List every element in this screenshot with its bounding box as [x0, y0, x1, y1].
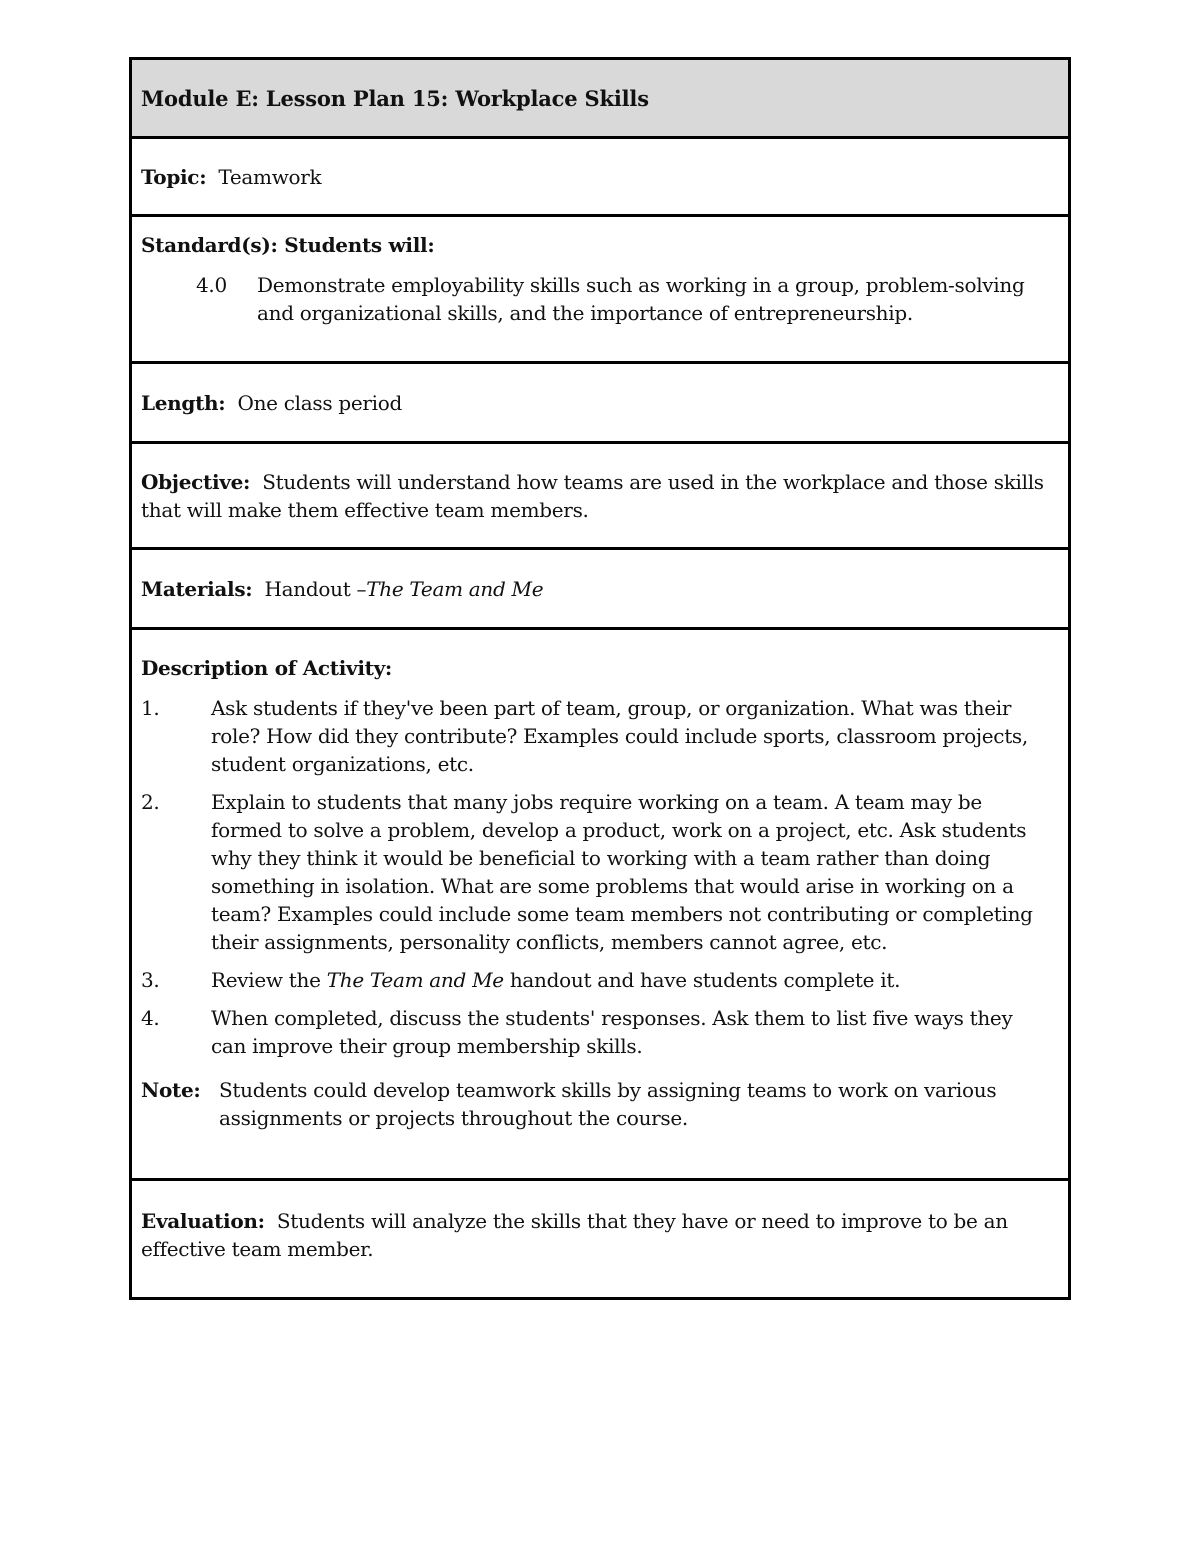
activity-note	[141, 1076, 1059, 1132]
materials-prefix: Handout –	[264, 576, 367, 601]
activity-step	[141, 966, 1059, 994]
note-text: Students could develop teamwork skills by assigning teams to work on various assignments or projects throughout the course.	[219, 1078, 997, 1130]
standard-text: Demonstrate employability skills such as working in a group, problem-solving and organizational skills, and the importance of entrepreneurship.	[257, 273, 1025, 325]
standards-label: Standard(s): Students will:	[141, 233, 435, 257]
evaluation-label: Evaluation:	[141, 1209, 265, 1233]
length-label: Length:	[141, 390, 226, 415]
topic-value: Teamwork	[218, 164, 322, 189]
lesson-plan-header	[132, 60, 1068, 139]
activity-step	[141, 1004, 1059, 1060]
lesson-plan-title: Module E: Lesson Plan 15: Workplace Skills	[141, 85, 649, 111]
lesson-plan-table	[129, 57, 1071, 1300]
step-text: Explain to students that many jobs require working on a team. A team may be formed to solve a problem, develop a product, work on a project, etc. Ask students why they think it would be beneficial to working with a team rather than doing something in isolation. What are some problems that would arise in working on a team? Examples could include some team members not contributing or completing their assignments, personality conflicts, members cannot agree, etc.	[211, 790, 1033, 954]
standard-item	[196, 271, 1059, 327]
activity-row	[132, 630, 1068, 1181]
objective-value: Students will understand how teams are used in the workplace and those skills that will make them effective team members.	[141, 470, 1044, 522]
step-number: 4.	[141, 1006, 160, 1030]
step-text: When completed, discuss the students' responses. Ask them to list five ways they can improve their group membership skills.	[211, 1006, 1013, 1058]
topic-label: Topic:	[141, 164, 207, 189]
evaluation-row	[132, 1181, 1068, 1297]
step-text: Review the The Team and Me handout and have students complete it.	[211, 968, 901, 992]
activity-label: Description of Activity:	[141, 656, 393, 680]
note-label: Note:	[141, 1078, 201, 1102]
evaluation-value: Students will analyze the skills that they have or need to improve to be an effective team member.	[141, 1209, 1008, 1261]
materials-handout-title: The Team and Me	[366, 576, 544, 601]
length-value: One class period	[237, 390, 403, 415]
objective-label: Objective:	[141, 470, 251, 494]
topic-row	[132, 139, 1068, 217]
standard-number: 4.0	[196, 273, 227, 297]
activity-step	[141, 788, 1059, 956]
activity-step	[141, 694, 1059, 778]
materials-label: Materials:	[141, 576, 253, 601]
length-row	[132, 364, 1068, 444]
step-number: 1.	[141, 696, 160, 720]
step-text: Ask students if they've been part of team, group, or organization. What was their role? How did they contribute? Examples could include sports, classroom projects, student organizations, etc.	[211, 696, 1028, 776]
step-number: 2.	[141, 790, 160, 814]
handout-title: The Team and Me	[326, 968, 504, 992]
objective-row	[132, 444, 1068, 550]
step-number: 3.	[141, 968, 160, 992]
materials-row	[132, 550, 1068, 630]
standards-row	[132, 217, 1068, 364]
